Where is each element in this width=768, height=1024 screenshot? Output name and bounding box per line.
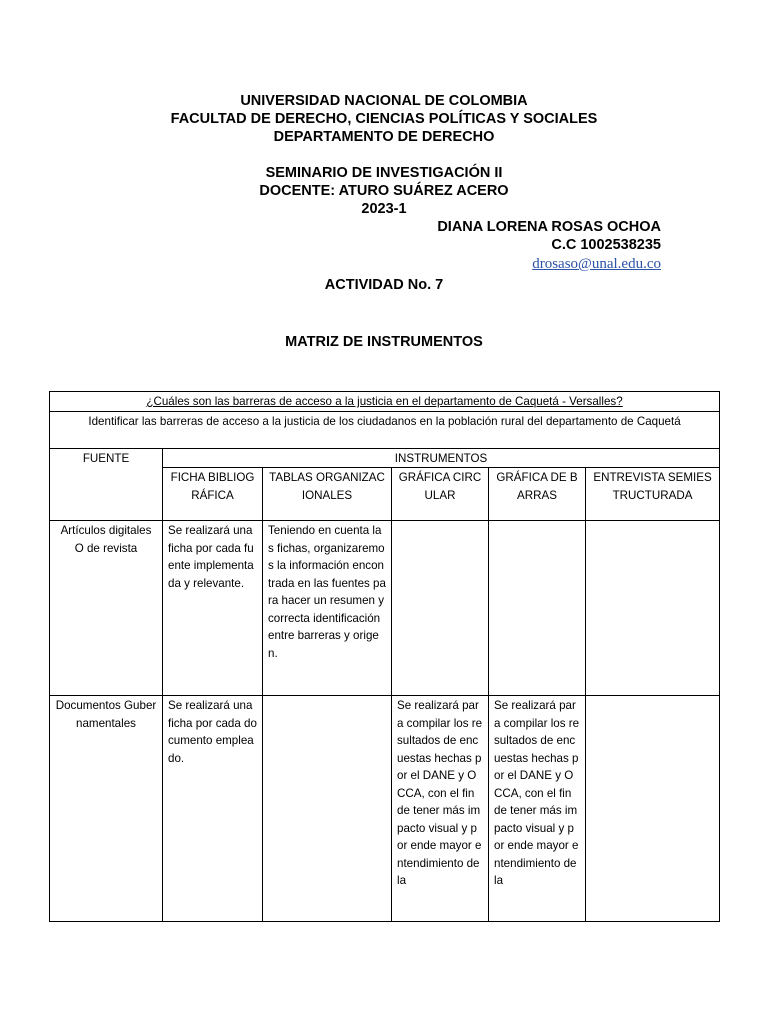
seminar-name: SEMINARIO DE INVESTIGACIÓN II — [265, 165, 503, 181]
table-cell: Se realizará una ficha por cada fuente implementada y relevante. — [163, 521, 263, 696]
table-cell — [263, 696, 392, 922]
column-header: GRÁFICA CIRCULAR — [392, 468, 489, 521]
table-cell — [392, 521, 489, 696]
teacher-name: DOCENTE: ATURO SUÁREZ ACERO — [259, 183, 509, 199]
activity-number: ACTIVIDAD No. 7 — [324, 277, 444, 293]
table-cell — [489, 521, 586, 696]
page-title: MATRIZ DE INSTRUMENTOS — [285, 334, 483, 350]
department-name: DEPARTAMENTO DE DERECHO — [273, 129, 495, 145]
email-link[interactable]: drosaso@unal.edu.co — [532, 256, 661, 272]
instruments-header: INSTRUMENTOS — [163, 448, 720, 468]
table-cell: Se realizará para compilar los resultados de encuestas hechas por el DANE y OCCA, con el fin de tener más impacto visual y por ende mayor entendimiento de la — [392, 696, 489, 922]
table-cell — [586, 521, 720, 696]
table-row — [50, 696, 720, 922]
column-header: ENTREVISTA SEMIESTRUCTURADA — [586, 468, 720, 521]
column-header: TABLAS ORGANIZACIONALES — [263, 468, 392, 521]
research-objective: Identificar las barreras de acceso a la justicia de los ciudadanos en la población rural del departamento de Caquetá — [50, 411, 720, 448]
source-cell: Artículos digitales O de revista — [50, 521, 163, 696]
faculty-name: FACULTAD DE DERECHO, CIENCIAS POLÍTICAS Y SOCIALES — [170, 111, 598, 127]
table-cell — [586, 696, 720, 922]
table-cell: Se realizará para compilar los resultados de encuestas hechas por el DANE y OCCA, con el fin de tener más impacto visual y por ende mayor entendimiento de la — [489, 696, 586, 922]
source-header: FUENTE — [50, 448, 163, 521]
student-id: C.C 1002538235 — [551, 237, 661, 253]
research-question: ¿Cuáles son las barreras de acceso a la justicia en el departamento de Caquetá - Versalles? — [50, 392, 720, 412]
table-cell: Se realizará una ficha por cada documento empleado. — [163, 696, 263, 922]
column-header: GRÁFICA DE BARRAS — [489, 468, 586, 521]
instruments-matrix — [49, 391, 720, 922]
academic-period: 2023-1 — [361, 201, 407, 217]
student-name: DIANA LORENA ROSAS OCHOA — [437, 219, 661, 235]
source-cell: Documentos Gubernamentales — [50, 696, 163, 922]
table-row — [50, 521, 720, 696]
table-cell: Teniendo en cuenta las fichas, organizaremos la información encontrada en las fuentes para hacer un resumen y correcta identificación entre barreras y origen. — [263, 521, 392, 696]
university-name: UNIVERSIDAD NACIONAL DE COLOMBIA — [240, 93, 528, 109]
column-header: FICHA BIBLIOGRÁFICA — [163, 468, 263, 521]
